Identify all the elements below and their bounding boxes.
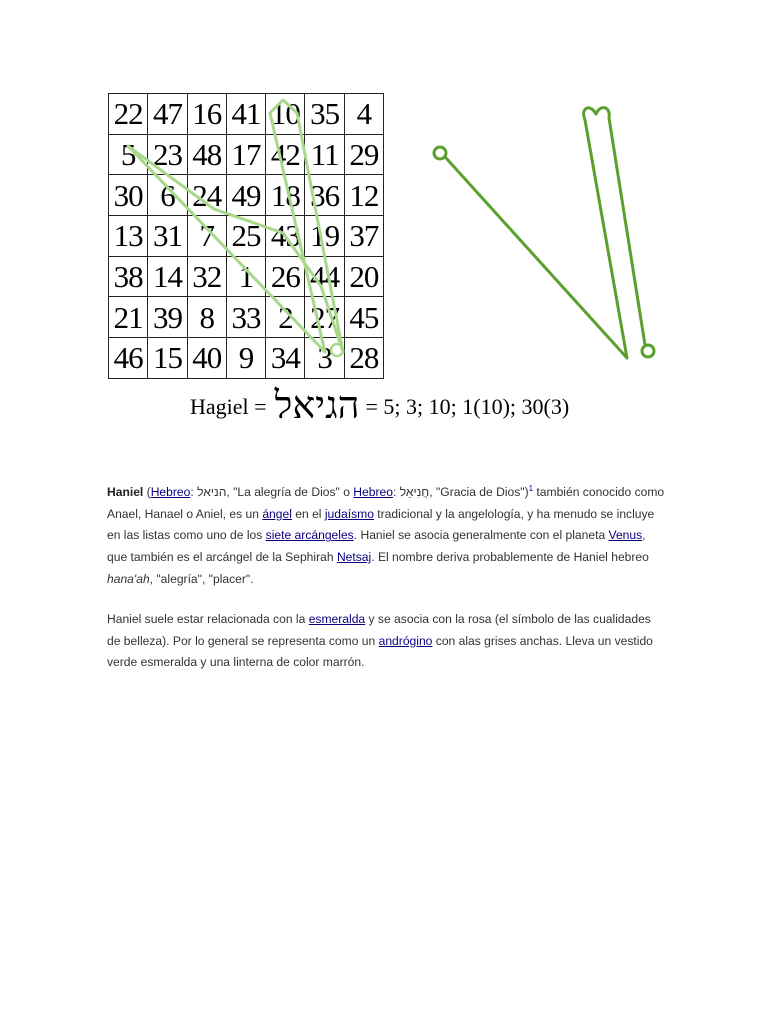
hagiel-label: Hagiel =	[190, 394, 267, 419]
text-span: :	[392, 485, 400, 499]
square-cell: 48	[187, 134, 226, 175]
square-cell: 45	[344, 297, 383, 338]
square-cell: 29	[344, 134, 383, 175]
square-cell: 9	[226, 338, 265, 379]
square-cell: 5	[109, 134, 148, 175]
link-hebreo-2[interactable]: Hebreo	[353, 485, 393, 499]
square-cell: 33	[226, 297, 265, 338]
hebrew-name-1: הניאל	[197, 485, 227, 499]
square-cell: 3	[305, 338, 344, 379]
link-androgino[interactable]: andrógino	[378, 633, 433, 648]
square-cell: 41	[226, 94, 265, 135]
article-paragraph-2	[107, 609, 665, 674]
text-span: con alas grises anchas. Lleva un vestido verde esmeralda y una linterna de color marrón.	[107, 633, 653, 670]
square-cell: 44	[305, 256, 344, 297]
link-netsaj[interactable]: Netsaj	[336, 550, 372, 565]
large-sigil-end-circle	[642, 345, 654, 357]
hagiel-values: = 5; 3; 10; 1(10); 30(3)	[365, 394, 570, 419]
square-cell: 27	[305, 297, 344, 338]
square-cell: 14	[148, 256, 187, 297]
square-cell: 38	[109, 256, 148, 297]
hagiel-hebrew-name: הגיאל	[274, 385, 360, 427]
text-span: , "Gracia de Dios")	[429, 485, 529, 499]
square-cell: 32	[187, 256, 226, 297]
square-cell: 17	[226, 134, 265, 175]
text-span: . El nombre deriva probablemente de Haniel hebreo	[371, 550, 649, 565]
square-cell: 12	[344, 175, 383, 216]
square-cell: 1	[226, 256, 265, 297]
italic-hanaah: hana'ah	[107, 571, 150, 586]
square-cell: 2	[266, 297, 305, 338]
square-cell: 4	[344, 94, 383, 135]
text-span: tradicional y la angelología, y ha menudo se incluye en las listas como uno de los	[107, 506, 655, 543]
square-cell: 42	[266, 134, 305, 175]
square-cell: 31	[148, 216, 187, 257]
square-cell: 40	[187, 338, 226, 379]
text-span: también conocido como Anael, Hanael o Aniel, es un	[107, 485, 665, 521]
article-paragraph-1	[107, 482, 665, 591]
square-cell: 6	[148, 175, 187, 216]
square-cell: 7	[187, 216, 226, 257]
link-angel[interactable]: ángel	[262, 506, 292, 521]
square-cell: 49	[226, 175, 265, 216]
hebrew-name-2: חֲנִיאֵל	[399, 485, 430, 499]
square-cell: 28	[344, 338, 383, 379]
square-cell: 13	[109, 216, 148, 257]
square-cell: 15	[148, 338, 187, 379]
link-siete-arcangeles[interactable]: siete arcángeles	[265, 528, 354, 543]
link-hebreo-1[interactable]: Hebreo	[150, 485, 191, 499]
link-judaismo[interactable]: judaísmo	[324, 506, 374, 521]
link-esmeralda[interactable]: esmeralda	[308, 612, 366, 626]
square-cell: 21	[109, 297, 148, 338]
square-cell: 47	[148, 94, 187, 135]
square-cell: 19	[305, 216, 344, 257]
square-cell: 23	[148, 134, 187, 175]
large-sigil-path	[446, 108, 645, 358]
square-cell: 26	[266, 256, 305, 297]
text-span: , "alegría", "placer".	[149, 571, 254, 586]
square-cell: 24	[187, 175, 226, 216]
article-subject-name: Haniel	[107, 485, 144, 499]
reference-superscript[interactable]: 1	[528, 484, 534, 493]
link-venus[interactable]: Venus	[608, 528, 643, 543]
square-cell: 30	[109, 175, 148, 216]
text-span: . Haniel se asocia generalmente con el planeta	[353, 528, 609, 543]
square-cell: 8	[187, 297, 226, 338]
square-cell: 36	[305, 175, 344, 216]
text-span: en el	[291, 506, 325, 521]
square-cell: 25	[226, 216, 265, 257]
text-span: , "La alegría de Dios" o	[226, 485, 354, 499]
square-cell: 34	[266, 338, 305, 379]
square-cell: 20	[344, 256, 383, 297]
text-span: :	[190, 485, 198, 499]
square-cell: 46	[109, 338, 148, 379]
hagiel-gematria-line	[190, 384, 569, 428]
square-cell: 10	[266, 94, 305, 135]
square-cell: 39	[148, 297, 187, 338]
square-cell: 35	[305, 94, 344, 135]
text-span: y se asocia con la rosa (el símbolo de las cualidades de belleza). Por lo general se representa como un	[107, 612, 651, 648]
square-cell: 18	[266, 175, 305, 216]
square-cell: 37	[344, 216, 383, 257]
square-cell: 11	[305, 134, 344, 175]
text-span: (	[143, 485, 151, 499]
square-cell: 22	[109, 94, 148, 135]
square-cell: 16	[187, 94, 226, 135]
text-span: , que también es el arcángel de la Sephirah	[107, 528, 646, 565]
large-sigil-start-circle	[434, 147, 446, 159]
text-span: Haniel suele estar relacionada con la	[107, 612, 309, 626]
square-cell: 43	[266, 216, 305, 257]
